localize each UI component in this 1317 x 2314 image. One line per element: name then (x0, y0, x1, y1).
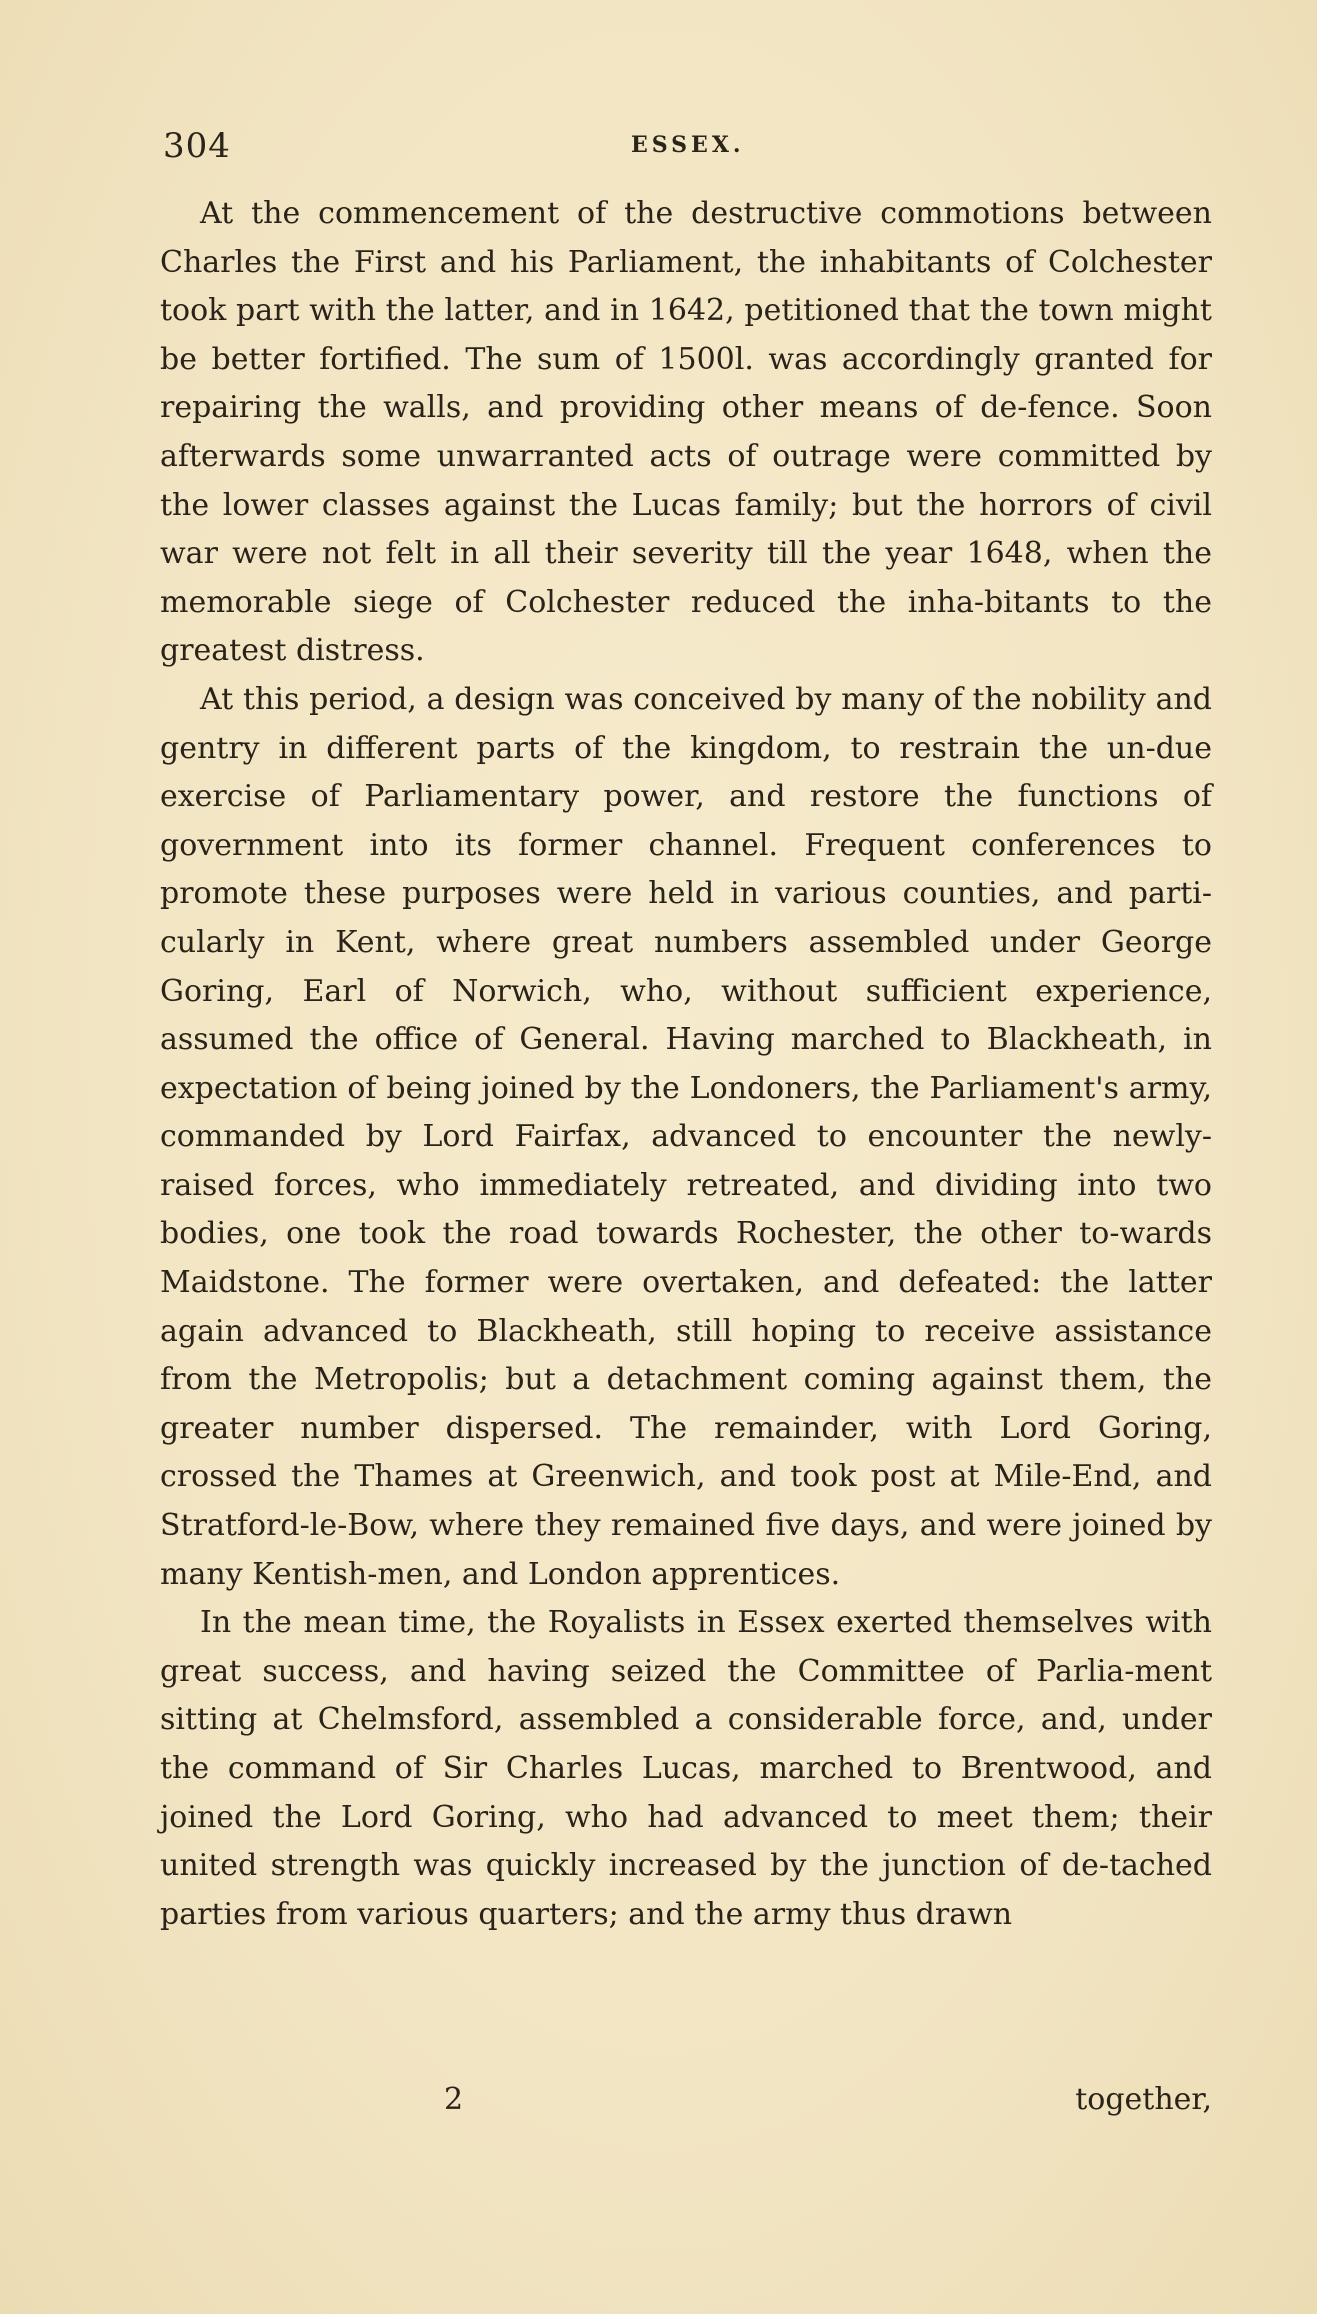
paragraph-1: At the commencement of the destructive commotions between Charles the First and his Parliament, the inhabitants of Colchester took part with the latter, and in 1642, petitioned that the town might be better fortified. The sum of 1500l. was accordingly granted for repairing the walls, and providing other means of de-fence. Soon afterwards some unwarranted acts of outrage were committed by the lower classes against the Lucas family; but the horrors of civil war were not felt in all their severity till the year 1648, when the memorable siege of Colchester reduced the inha-bitants to the greatest distress. (160, 196, 1212, 669)
catchword: together, (1075, 2082, 1212, 2117)
page-number: 304 (163, 126, 231, 166)
paragraph-2: At this period, a design was conceived by many of the nobility and gentry in different parts of the kingdom, to restrain the un-due exercise of Parliamentary power, and restore the functions of government into its former channel. Frequent conferences to promote these purposes were held in various counties, and parti-cularly in Kent, where great numbers assembled under George Goring, Earl of Norwich, who, without sufficient experience, assumed the office of General. Having marched to Blackheath, in expectation of being joined by the Londoners, the Parliament's army, commanded by Lord Fairfax, advanced to encounter the newly-raised forces, who immediately retreated, and dividing into two bodies, one took the road towards Rochester, the other to-wards Maidstone. The former were overtaken, and defeated: the latter again advanced to Blackheath, still hoping to receive assistance from the Metropolis; but a detachment coming against them, the greater number dispersed. The remainder, with Lord Goring, crossed the Thames at Greenwich, and took post at Mile-End, and Stratford-le-Bow, where they remained five days, and were joined by many Kentish-men, and London apprentices. (160, 681, 1212, 1592)
page-footer (160, 2082, 1212, 2130)
body-text (160, 190, 1212, 1939)
paragraph-3: In the mean time, the Royalists in Essex exerted themselves with great success, and having seized the Committee of Parlia-ment sitting at Chelmsford, assembled a considerable force, and, under the command of Sir Charles Lucas, marched to Brentwood, and joined the Lord Goring, who had advanced to meet them; their united strength was quickly increased by the junction of de-tached parties from various quarters; and the army thus drawn (160, 1605, 1212, 1932)
page-header (163, 126, 1213, 176)
signature-mark: 2 (444, 2082, 464, 2117)
running-head: ESSEX. (631, 132, 745, 158)
